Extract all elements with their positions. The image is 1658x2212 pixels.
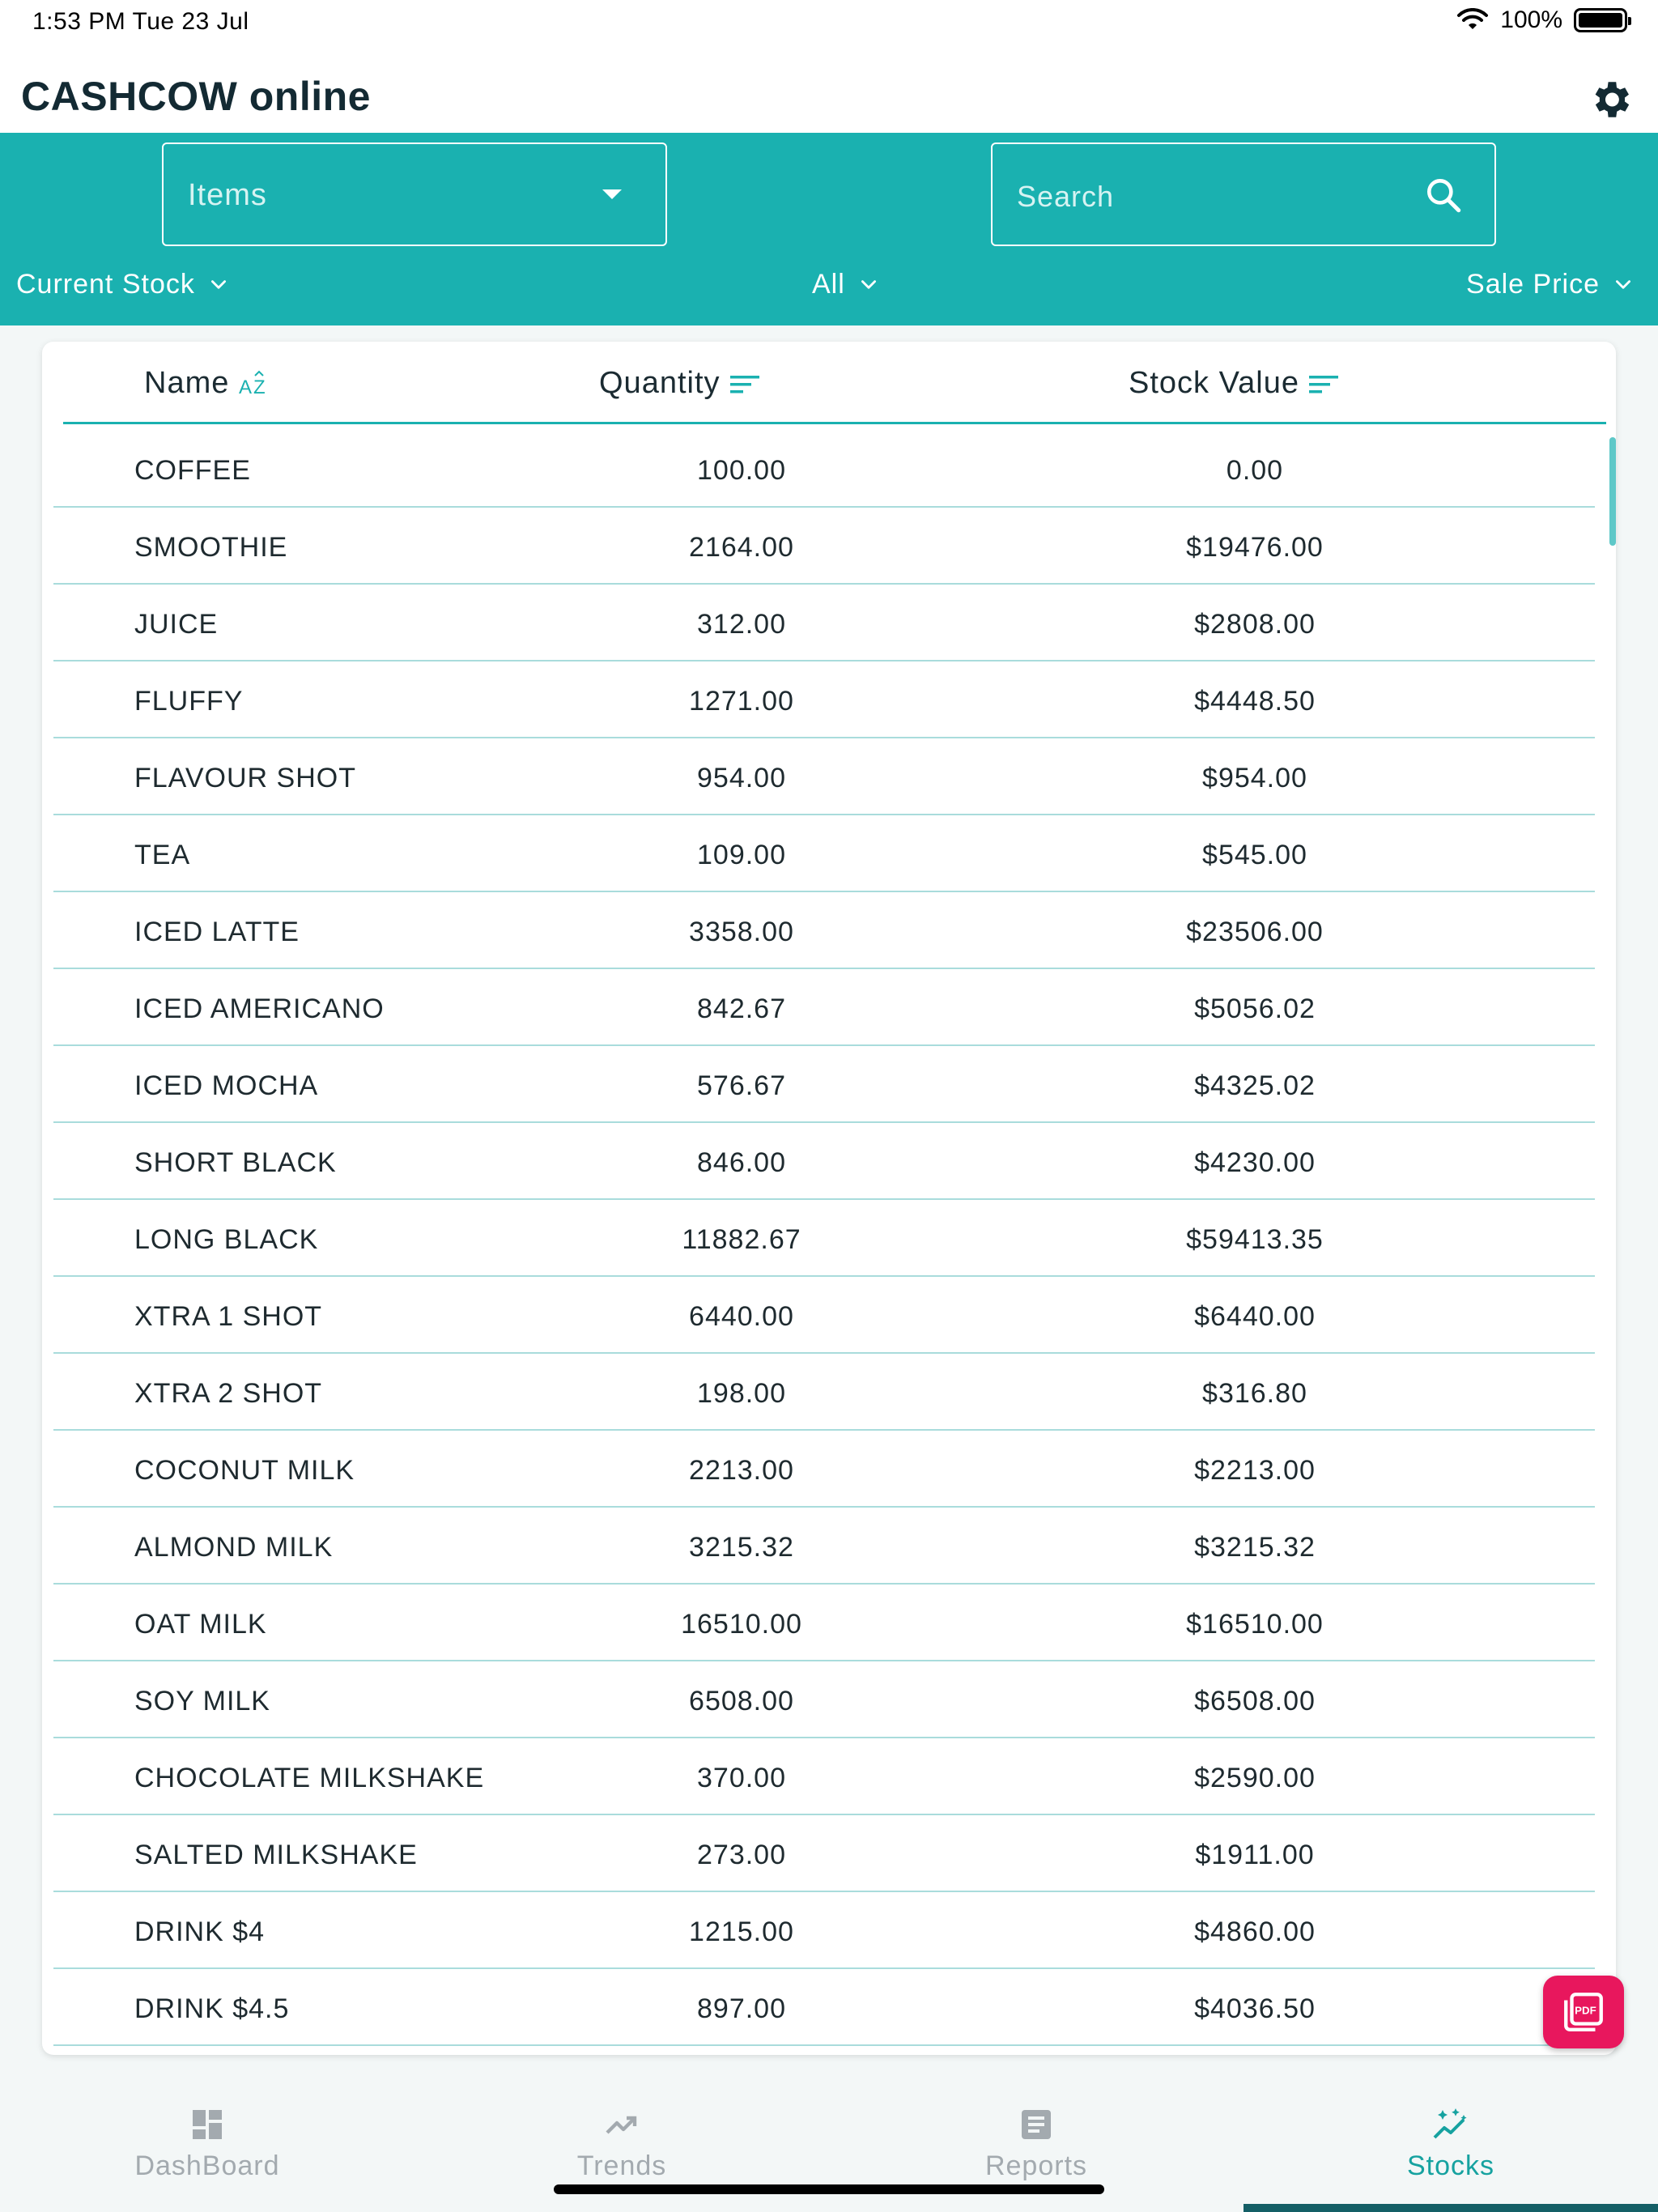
cell-name: XTRA 2 SHOT <box>134 1378 323 1409</box>
cell-quantity: 3215.32 <box>689 1532 794 1563</box>
cell-stock-value: $6508.00 <box>1194 1686 1316 1716</box>
cell-name: DRINK $4 <box>134 1916 266 1947</box>
cell-name: FLAVOUR SHOT <box>134 763 356 793</box>
cell-stock-value: $23506.00 <box>1186 917 1324 947</box>
cell-name: SOY MILK <box>134 1686 270 1716</box>
battery-icon <box>1574 8 1627 32</box>
table-row[interactable] <box>53 1585 1595 1661</box>
search-input[interactable] <box>991 143 1496 246</box>
cell-quantity: 2164.00 <box>689 532 794 563</box>
cell-quantity: 11882.67 <box>682 1224 801 1255</box>
caret-down-icon <box>602 189 622 199</box>
sort-by-quantity[interactable] <box>599 366 763 401</box>
cell-quantity: 273.00 <box>697 1840 786 1870</box>
cell-name: COFFEE <box>134 455 251 486</box>
cell-quantity: 198.00 <box>697 1378 786 1409</box>
cell-stock-value: $1911.00 <box>1195 1840 1315 1870</box>
cell-name: SALTED MILKSHAKE <box>134 1840 418 1870</box>
chevron-down-icon <box>1613 274 1634 296</box>
cell-stock-value: $316.80 <box>1202 1378 1307 1409</box>
scope-label: All <box>812 269 845 300</box>
app-title: CASHCOW online <box>21 74 371 119</box>
cell-name: XTRA 1 SHOT <box>134 1301 323 1332</box>
cell-stock-value: 0.00 <box>1226 455 1284 486</box>
table-row[interactable] <box>53 969 1595 1046</box>
cell-quantity: 6440.00 <box>689 1301 794 1332</box>
table-row[interactable] <box>53 1661 1595 1738</box>
current-stock-filter[interactable] <box>16 269 229 300</box>
cell-stock-value: $4036.50 <box>1194 1993 1316 2024</box>
table-row[interactable] <box>53 585 1595 661</box>
chevron-down-icon <box>858 274 879 296</box>
cell-name: COCONUT MILK <box>134 1455 355 1486</box>
nav-dashboard[interactable] <box>0 2105 414 2182</box>
report-icon <box>1014 2105 1058 2144</box>
header-name: Name <box>144 366 230 400</box>
table-row[interactable] <box>53 738 1595 815</box>
table-row[interactable] <box>53 508 1595 585</box>
export-pdf-button[interactable] <box>1543 1976 1624 2048</box>
wifi-icon <box>1456 8 1489 32</box>
table-row[interactable] <box>53 1508 1595 1585</box>
table-row[interactable] <box>53 1892 1595 1969</box>
cell-quantity: 576.67 <box>697 1070 786 1101</box>
cell-name: ICED AMERICANO <box>134 993 385 1024</box>
sort-lines-icon <box>1307 369 1341 398</box>
cell-name: LONG BLACK <box>134 1224 319 1255</box>
sort-lines-icon <box>729 369 763 398</box>
current-stock-label: Current Stock <box>16 269 195 300</box>
cell-stock-value: $2590.00 <box>1194 1763 1316 1793</box>
cell-stock-value: $4448.50 <box>1194 686 1316 717</box>
cell-quantity: 16510.00 <box>681 1609 802 1640</box>
table-row[interactable] <box>53 1046 1595 1123</box>
dashboard-icon <box>185 2105 229 2144</box>
cell-stock-value: $6440.00 <box>1194 1301 1316 1332</box>
stock-table-card <box>42 342 1616 2055</box>
cell-quantity: 100.00 <box>697 455 786 486</box>
scope-filter[interactable] <box>812 269 879 300</box>
search-icon[interactable] <box>1423 175 1464 215</box>
cell-quantity: 370.00 <box>697 1763 786 1793</box>
battery-percent: 100% <box>1500 6 1562 33</box>
chevron-down-icon <box>208 274 229 296</box>
table-row[interactable] <box>53 661 1595 738</box>
cell-stock-value: $2213.00 <box>1194 1455 1316 1486</box>
sale-price-label: Sale Price <box>1466 269 1600 300</box>
sort-by-name[interactable] <box>144 366 271 401</box>
cell-name: OAT MILK <box>134 1609 267 1640</box>
cell-stock-value: $5056.02 <box>1194 993 1316 1024</box>
cell-quantity: 3358.00 <box>689 917 794 947</box>
cell-quantity: 846.00 <box>697 1147 786 1178</box>
search-placeholder: Search <box>1017 180 1115 213</box>
table-row[interactable] <box>53 815 1595 892</box>
cell-stock-value: $3215.32 <box>1194 1532 1316 1563</box>
table-body <box>53 431 1595 2046</box>
cell-quantity: 842.67 <box>697 993 786 1024</box>
nav-reports[interactable] <box>829 2105 1244 2182</box>
svg-text:Z: Z <box>253 376 267 398</box>
table-row[interactable] <box>53 431 1595 508</box>
nav-dashboard-label: DashBoard <box>134 2150 280 2181</box>
cell-quantity: 897.00 <box>697 1993 786 2024</box>
filter-band <box>0 133 1658 325</box>
table-row[interactable] <box>53 1200 1595 1277</box>
status-bar <box>0 0 1658 49</box>
sort-by-stock-value[interactable] <box>1129 366 1341 401</box>
table-row[interactable] <box>53 1277 1595 1354</box>
cell-stock-value: $4325.02 <box>1194 1070 1316 1101</box>
stocks-sparkle-icon <box>1429 2105 1473 2144</box>
cell-name: DRINK $4.5 <box>134 1993 290 2024</box>
nav-trends[interactable] <box>414 2105 829 2182</box>
cell-stock-value: $19476.00 <box>1186 532 1324 563</box>
header-stock-value: Stock Value <box>1129 366 1299 400</box>
table-row[interactable] <box>53 1123 1595 1200</box>
svg-text:A: A <box>239 376 253 398</box>
cell-name: TEA <box>134 840 191 870</box>
cell-stock-value: $545.00 <box>1202 840 1307 870</box>
status-time: 1:53 PM Tue 23 Jul <box>32 8 249 35</box>
table-header <box>63 342 1606 424</box>
sale-price-filter[interactable] <box>1466 269 1634 300</box>
table-row[interactable] <box>53 1354 1595 1431</box>
nav-trends-label: Trends <box>576 2150 667 2181</box>
cell-name: CHOCOLATE MILKSHAKE <box>134 1763 485 1793</box>
cell-quantity: 1215.00 <box>689 1916 794 1947</box>
cell-name: ICED LATTE <box>134 917 300 947</box>
cell-name: FLUFFY <box>134 686 244 717</box>
app-header <box>0 49 1658 133</box>
cell-name: JUICE <box>134 609 219 640</box>
active-tab-indicator <box>1244 2204 1658 2212</box>
nav-stocks[interactable] <box>1244 2105 1658 2182</box>
header-quantity: Quantity <box>599 366 721 400</box>
table-row[interactable] <box>53 1815 1595 1892</box>
gear-icon[interactable] <box>1587 76 1634 123</box>
table-row[interactable] <box>53 892 1595 969</box>
cell-stock-value: $16510.00 <box>1186 1609 1324 1640</box>
cell-quantity: 1271.00 <box>689 686 794 717</box>
table-row[interactable] <box>53 1738 1595 1815</box>
cell-name: SMOOTHIE <box>134 532 288 563</box>
nav-stocks-label: Stocks <box>1406 2150 1495 2181</box>
cell-quantity: 954.00 <box>697 763 786 793</box>
sort-alpha-icon <box>237 369 271 398</box>
cell-stock-value: $2808.00 <box>1194 609 1316 640</box>
dropdown-label: Items <box>188 178 267 212</box>
cell-name: SHORT BLACK <box>134 1147 337 1178</box>
cell-name: ALMOND MILK <box>134 1532 334 1563</box>
cell-name: ICED MOCHA <box>134 1070 319 1101</box>
cell-stock-value: $4860.00 <box>1194 1916 1316 1947</box>
cell-stock-value: $4230.00 <box>1194 1147 1316 1178</box>
nav-reports-label: Reports <box>984 2150 1088 2181</box>
status-right <box>1456 6 1627 34</box>
cell-quantity: 6508.00 <box>689 1686 794 1716</box>
svg-text:PDF: PDF <box>1575 2004 1596 2017</box>
home-indicator[interactable] <box>554 2184 1104 2194</box>
item-type-dropdown[interactable] <box>162 143 667 246</box>
cell-quantity: 2213.00 <box>689 1455 794 1486</box>
cell-quantity: 312.00 <box>697 609 786 640</box>
cell-stock-value: $954.00 <box>1202 763 1307 793</box>
table-scrollbar[interactable] <box>1609 437 1616 546</box>
cell-quantity: 109.00 <box>697 840 786 870</box>
cell-stock-value: $59413.35 <box>1186 1224 1324 1255</box>
pdf-icon <box>1560 1989 1607 2035</box>
table-row[interactable] <box>53 1431 1595 1508</box>
trending-up-icon <box>600 2105 644 2144</box>
table-row[interactable] <box>53 1969 1595 2046</box>
